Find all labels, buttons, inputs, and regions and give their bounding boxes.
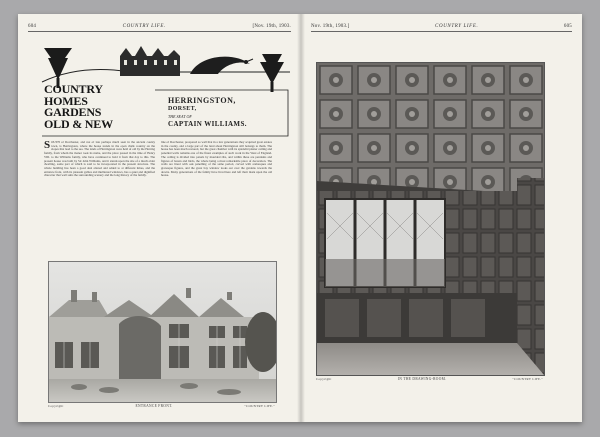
- left-photo-caption-row: [48, 403, 275, 409]
- county-name: DORSET,: [168, 106, 197, 112]
- body-column-2: [161, 141, 272, 257]
- left-date: [Nov. 19th, 1903.: [252, 23, 291, 29]
- right-tree-icon: [260, 54, 284, 92]
- right-photo-caption: IN THE DRAWING-ROOM.: [397, 377, 447, 381]
- magazine-spread: [18, 14, 582, 422]
- bay-window-icon: [325, 199, 445, 287]
- right-head-rule: [311, 31, 572, 32]
- series-line-4: OLD & NEW: [44, 116, 113, 131]
- right-photo-credit: Copyright: [316, 377, 332, 381]
- right-photo-caption-row: [316, 376, 543, 382]
- left-photo-credit: Copyright: [48, 404, 64, 408]
- column-2-text: line of Dorchester, prospered so well that in a few generations they acquired great estates in the county, and a large part of the land about Herringston still belongs to them. The house has been much restored, but the great chamber with its splendid plaster ceiling and panelled walls remains one of the finest examples of such work in the West of England. The ceiling is divided into panels by moulded ribs, and within these are pendants and figures of beasts and birds, the whole being a most remarkable piece of decoration. The walls are lined with oak panelling of the same period, carved with arabesques and grotesque figures, and the great bay window looks out over the gardens towards the downs. Many generations of the family have lived here and left their mark upon the old house.: [161, 141, 272, 178]
- house-exterior-illustration: [49, 262, 276, 402]
- column-1-text: OUTH of Dorchester, and not of late perhaps much seen in the ancient county town, is Herringston, where the house stands in the open chalk country on the slopes that lead to the sea. The lands of Herringston were held of old by the Herring family, from whom the manor took its name, and the place passed in the time of Henry VIII. to the Williams family, who have continued to hold it from that day to this. The present house was built by Sir John Williams, and it stands upon the site of a much older dwelling, some part of which is said to be incorporated in the present structure. The whole building has been a good deal altered and added to at different times, and the entrance front, with its pleasant gables and mullioned windows, has a quiet and dignified character that well suits the surrounding scenery and the long history of the family.: [44, 141, 155, 178]
- left-magazine-title: COUNTRY LIFE.: [122, 23, 166, 29]
- drop-cap: S: [44, 141, 51, 151]
- seat-of-label: THE SEAT OF: [168, 114, 192, 119]
- right-date: Nov. 19th, 1903.]: [311, 23, 350, 29]
- manor-house-icon: [120, 46, 180, 76]
- left-page-number: 604: [28, 23, 37, 29]
- article-body: [44, 141, 272, 257]
- masthead: [40, 44, 290, 139]
- article-title-block: [168, 96, 288, 128]
- entrance-front-photo: [48, 261, 277, 403]
- series-line-1: COUNTRY: [44, 82, 103, 96]
- right-running-head: [311, 22, 572, 30]
- left-photo-caption: ENTRANCE FRONT.: [135, 404, 173, 408]
- body-column-1: [44, 141, 155, 257]
- left-photo-source: "COUNTRY LIFE.": [244, 404, 275, 408]
- right-page-number: 605: [563, 23, 572, 29]
- owner-name: CAPTAIN WILLIAMS.: [168, 120, 247, 128]
- drawing-room-photo: [316, 62, 545, 376]
- right-page: [301, 14, 582, 422]
- left-running-head: [28, 22, 291, 30]
- page-gutter: [297, 14, 305, 422]
- series-line-3: GARDENS: [44, 105, 102, 119]
- right-magazine-title: COUNTRY LIFE.: [435, 23, 479, 29]
- series-title: [44, 84, 132, 130]
- series-line-2: HOMES: [44, 93, 88, 108]
- right-photo-source: "COUNTRY LIFE.": [512, 377, 543, 381]
- drawing-room-illustration: [317, 63, 544, 375]
- swan-ornament-icon: [190, 57, 253, 74]
- left-page: [18, 14, 301, 422]
- house-name: HERRINGSTON,: [168, 96, 236, 105]
- left-head-rule: [28, 31, 291, 32]
